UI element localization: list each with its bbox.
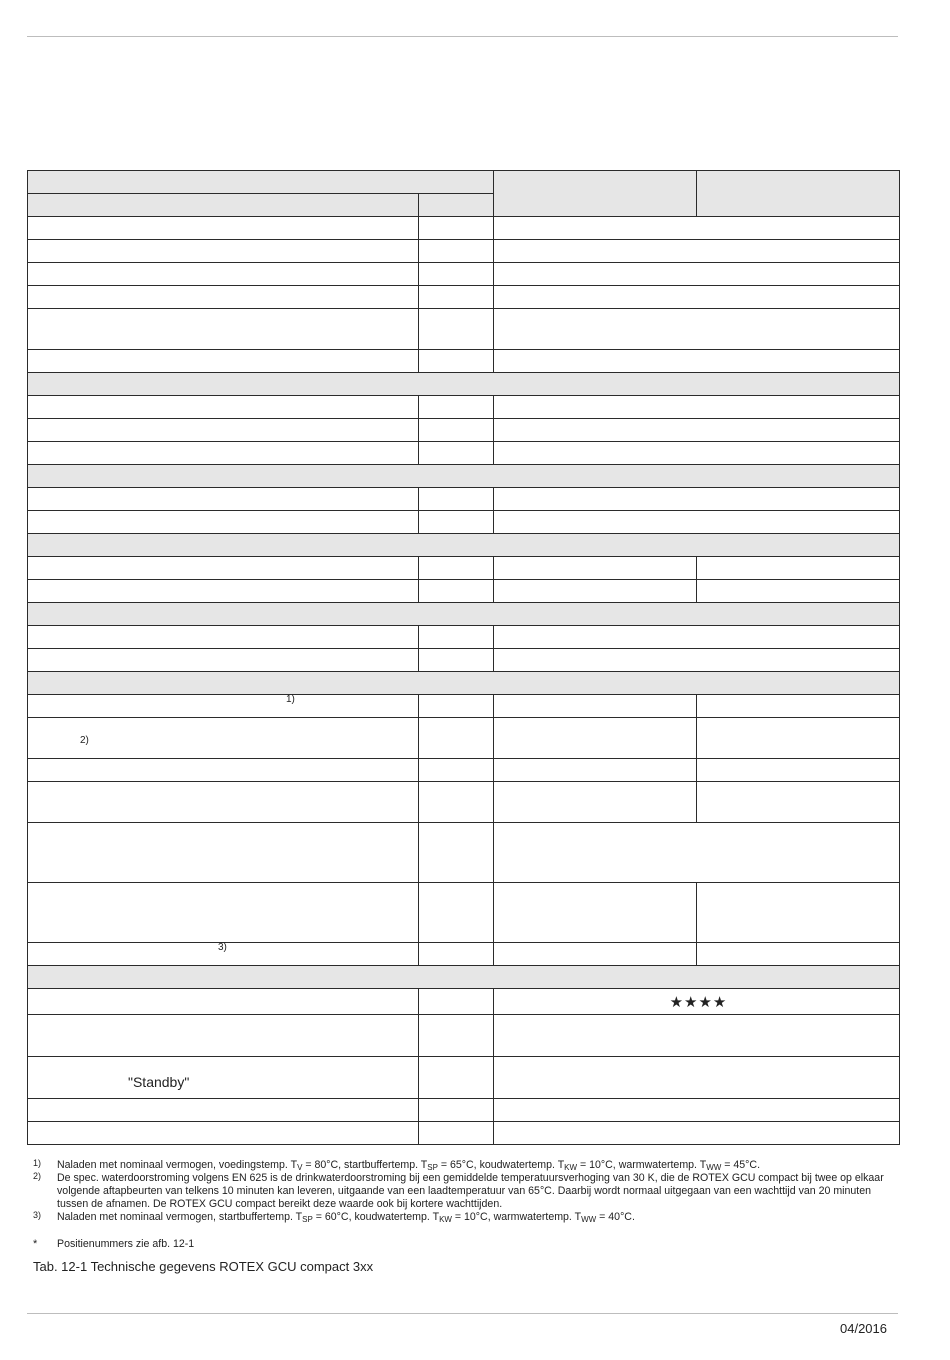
efficiency-stars-icon: ★★★★ — [669, 993, 728, 1011]
table-row — [28, 580, 900, 603]
footnote-text: De spec. waterdoorstroming volgens EN 625 is de drinkwaterdoorstroming bij een gemiddelde temperatuursverhoging van 30 K, die de ROTEX GCU compact bij twee op elkaar volgende aftapbeurten van telkens 10 minuten kan leveren, uitgaande van een laadtemperatuur van 65°C. Daarbij wordt normaal uitgegaan van een wachttijd van 20 minuten tussen de afnamen. De ROTEX GCU compact bereikt deze waarde ook bij kortere wachttijden. — [57, 1172, 884, 1210]
section-header-row — [28, 603, 900, 626]
table-row — [28, 286, 900, 309]
table-row — [28, 442, 900, 465]
table-row — [28, 883, 900, 943]
top-rule — [27, 36, 898, 37]
section-header-row — [28, 465, 900, 488]
table-row — [28, 782, 900, 823]
table-row — [28, 263, 900, 286]
table-caption: Tab. 12-1 Technische gegevens ROTEX GCU compact 3xx — [33, 1259, 374, 1274]
table-row — [28, 1015, 900, 1057]
table-row — [28, 1057, 900, 1099]
table-row — [28, 1099, 900, 1122]
table-row — [28, 823, 900, 883]
footnote-ref-3: 3) — [218, 942, 227, 953]
standby-label: "Standby" — [128, 1074, 190, 1090]
footnote-number: 1) — [33, 1158, 42, 1168]
table-row — [28, 989, 900, 1015]
footnote-number: 3) — [33, 1210, 42, 1220]
section-header-row — [28, 373, 900, 396]
table-row — [28, 943, 900, 966]
section-header-row — [28, 966, 900, 989]
table-row — [28, 419, 900, 442]
table-row — [28, 396, 900, 419]
footnote-text: Naladen met nominaal vermogen, startbuffertemp. $T_{SP} = 60^\circ C$, koudwatertemp. $T_{KW} = 10^\circ C$, warmwatertemp. $T_{WW} = 40^\circ C$. — [57, 1211, 635, 1224]
table-row — [28, 649, 900, 672]
table-row — [28, 217, 900, 240]
footnote-number: * — [33, 1238, 38, 1250]
footnote-text: Naladen met nominaal vermogen, voedingstemp. $T_V = 80^\circ C$, startbuffertemp. $T_{SP} = 65^\circ C$, koudwatertemp. $T_{KW} = 10^\circ C$, warmwatertemp. $T_{WW} = 45^\circ C$. — [57, 1159, 761, 1172]
footnote-number: 2) — [33, 1171, 42, 1181]
table-row — [28, 695, 900, 718]
section-header-row — [28, 672, 900, 695]
footnote-ref-2: 2) — [80, 735, 89, 746]
table-row — [28, 511, 900, 534]
table-row — [28, 557, 900, 580]
section-header-row — [28, 534, 900, 557]
table-row — [28, 240, 900, 263]
table-row — [28, 759, 900, 782]
table-row — [28, 626, 900, 649]
table-row — [28, 488, 900, 511]
table-row — [28, 718, 900, 759]
table-row — [28, 350, 900, 373]
table-row — [28, 1122, 900, 1145]
table-header-row — [28, 171, 900, 194]
page-date: 04/2016 — [840, 1321, 887, 1336]
footnote-ref-1: 1) — [286, 694, 295, 705]
bottom-rule — [27, 1313, 898, 1314]
technical-data-table — [27, 170, 900, 1145]
footnote-text: Positienummers zie afb. 12-1 — [57, 1238, 195, 1250]
table-row — [28, 309, 900, 350]
